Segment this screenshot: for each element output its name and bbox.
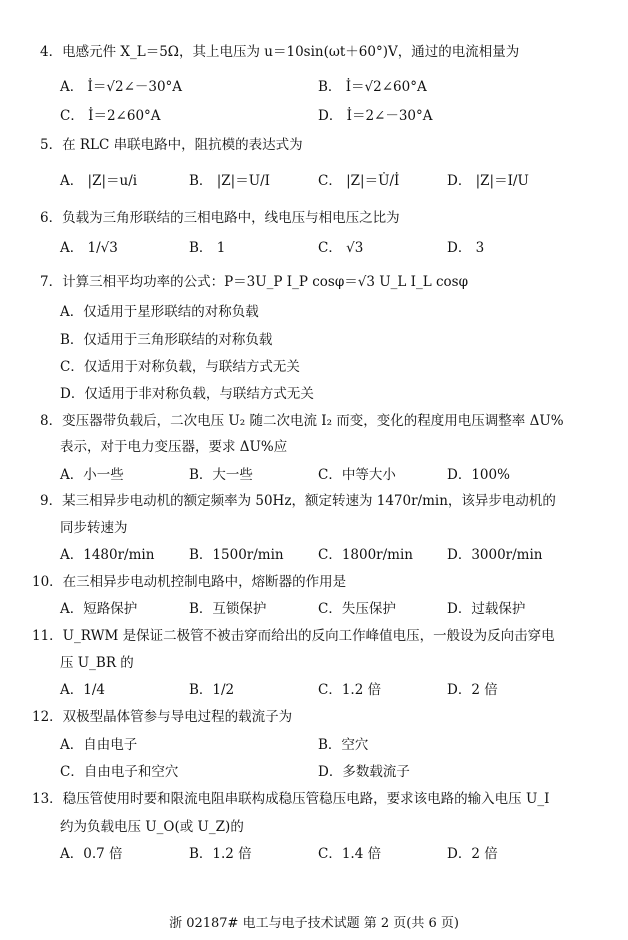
q7-option-d: D．仅适用于非对称负载，与联结方式无关 [60, 386, 314, 402]
q12-option-d: D．多数载流子 [318, 764, 410, 780]
q5-option-b: B． |Z|＝U/I [189, 173, 270, 189]
q12-stem: 12．双极型晶体管参与导电过程的载流子为 [32, 709, 293, 725]
q6-option-d: D． 3 [447, 240, 485, 256]
q9-option-b: B．1500r/min [189, 547, 284, 563]
q12-option-a: A．自由电子 [60, 737, 138, 753]
q4-option-b: B． İ＝√2∠60°A [318, 79, 427, 95]
q8-option-c: C．中等大小 [318, 467, 396, 483]
q6-stem: 6．负载为三角形联结的三相电路中，线电压与相电压之比为 [40, 210, 400, 226]
q7-option-c: C．仅适用于对称负载，与联结方式无关 [60, 359, 300, 375]
q12-option-b: B．空穴 [318, 737, 369, 753]
q11-option-a: A．1/4 [60, 682, 105, 698]
q13-option-d: D．2 倍 [447, 846, 498, 862]
q13-option-b: B．1.2 倍 [189, 846, 252, 862]
page-footer: 浙 02187# 电工与电子技术试题 第 2 页(共 6 页) [169, 916, 459, 931]
q9-stem-line1: 9．某三相异步电动机的额定频率为 50Hz，额定转速为 1470r/min，该异步电动机的 [40, 493, 556, 509]
q4-stem: 4．电感元件 X_L＝5Ω，其上电压为 u＝10sin(ωt＋60°)V，通过的电流相量为 [40, 44, 520, 60]
q8-stem-line1: 8．变压器带负载后，二次电压 U₂ 随二次电流 I₂ 而变，变化的程度用电压调整率 ΔU% [40, 413, 564, 429]
q13-stem-line2: 约为负载电压 U_O(或 U_Z)的 [60, 819, 244, 835]
q4-option-d: D． İ＝2∠－30°A [318, 108, 433, 124]
q7-option-a: A．仅适用于星形联结的对称负载 [60, 304, 259, 320]
q8-stem-line2: 表示，对于电力变压器，要求 ΔU%应 [60, 439, 288, 455]
q13-option-c: C．1.4 倍 [318, 846, 382, 862]
q11-stem-line2: 压 U_BR 的 [60, 655, 134, 671]
q8-option-a: A．小一些 [60, 467, 124, 483]
q5-option-a: A． |Z|＝u/i [60, 173, 138, 189]
q4-option-a: A． İ＝√2∠－30°A [60, 79, 183, 95]
q9-stem-line2: 同步转速为 [60, 520, 128, 536]
q11-option-d: D．2 倍 [447, 682, 498, 698]
q4-option-c: C． İ＝2∠60°A [60, 108, 161, 124]
q11-option-b: B．1/2 [189, 682, 235, 698]
q10-option-b: B．互锁保护 [189, 601, 267, 617]
q8-option-d: D．100% [447, 467, 510, 483]
q10-option-d: D．过载保护 [447, 601, 526, 617]
q9-option-c: C．1800r/min [318, 547, 414, 563]
q8-option-b: B．大一些 [189, 467, 253, 483]
q12-option-c: C．自由电子和空穴 [60, 764, 179, 780]
q5-option-d: D． |Z|＝I/U [447, 173, 529, 189]
q9-option-a: A．1480r/min [60, 547, 155, 563]
q10-stem: 10．在三相异步电动机控制电路中，熔断器的作用是 [32, 574, 347, 590]
q9-option-d: D．3000r/min [447, 547, 543, 563]
q13-stem-line1: 13．稳压管使用时要和限流电阻串联构成稳压管稳压电路，要求该电路的输入电压 U_I [32, 791, 550, 807]
q6-option-a: A． 1/√3 [60, 240, 118, 256]
q5-stem: 5．在 RLC 串联电路中，阻抗模的表达式为 [40, 137, 303, 153]
q5-option-c: C． |Z|＝U̇/İ [318, 173, 400, 189]
q11-stem-line1: 11．U_RWM 是保证二极管不被击穿而给出的反向工作峰值电压，一般设为反向击穿电 [32, 628, 555, 644]
q7-stem: 7．计算三相平均功率的公式：P＝3U_P I_P cosφ＝√3 U_L I_L cosφ [40, 274, 469, 290]
q6-option-c: C． √3 [318, 240, 364, 256]
q6-option-b: B． 1 [189, 240, 226, 256]
q10-option-c: C．失压保护 [318, 601, 396, 617]
q10-option-a: A．短路保护 [60, 601, 138, 617]
q7-option-b: B．仅适用于三角形联结的对称负载 [60, 332, 273, 348]
q13-option-a: A．0.7 倍 [60, 846, 123, 862]
q11-option-c: C．1.2 倍 [318, 682, 382, 698]
